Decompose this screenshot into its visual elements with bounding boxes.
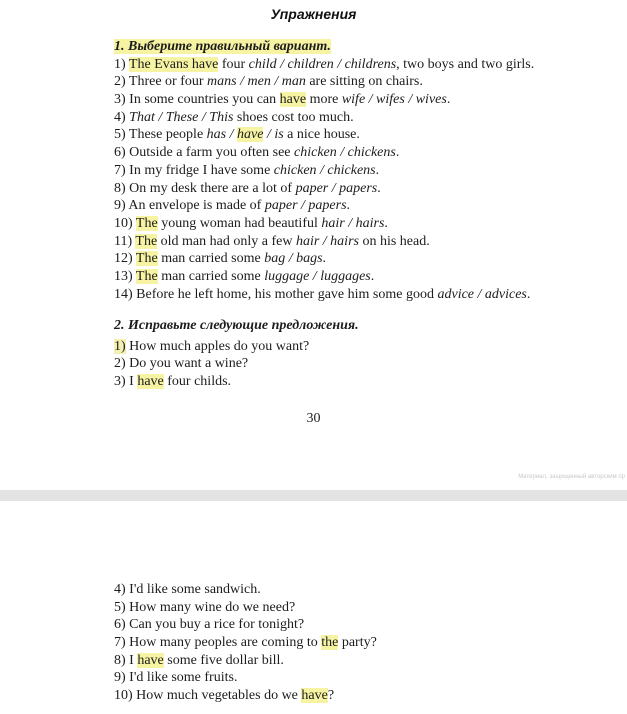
- highlighted-text: The: [135, 251, 158, 267]
- item-text: 10): [114, 215, 136, 231]
- list-item: [114, 268, 597, 286]
- item-text: 3) I: [114, 374, 138, 390]
- list-item: [114, 250, 597, 268]
- item-text: 10) How much vegetables do we: [114, 688, 302, 704]
- item-text: more: [306, 92, 342, 108]
- list-item: [114, 73, 597, 91]
- item-text: on his head.: [358, 233, 430, 249]
- item-text: 14) Before he left home, his mother gave him some good: [114, 286, 438, 302]
- item-text: 7) In my fridge I have some: [114, 162, 274, 178]
- item-text: .: [446, 92, 451, 108]
- item-text: 2) Do you want a wine?: [114, 356, 249, 372]
- item-text: 6) Can you buy a rice for tonight?: [114, 617, 305, 633]
- exercise-1-title: 1. Выберите правильный вариант.: [114, 39, 331, 54]
- answer-options: advice / advices: [437, 286, 527, 302]
- highlighted-text: The: [135, 215, 158, 231]
- list-item: [114, 373, 597, 391]
- item-text: some five dollar bill.: [163, 652, 284, 668]
- list-item: [114, 355, 597, 373]
- list-item: [114, 338, 597, 356]
- answer-options: paper / papers: [264, 198, 347, 214]
- answer-options: has /: [206, 127, 237, 143]
- item-text: 8) On my desk there are a lot of: [114, 180, 296, 196]
- list-item: [114, 56, 597, 74]
- answer-options: paper / papers: [295, 180, 378, 196]
- item-text: a nice house.: [283, 127, 360, 143]
- answer-options: wife / wifes / wives: [341, 92, 447, 108]
- answer-options: bag / bags: [264, 251, 323, 267]
- highlighted-text: have: [301, 688, 328, 704]
- exercise-2-title: 2. Исправьте следующие предложения.: [114, 318, 359, 333]
- list-item: [114, 286, 597, 304]
- answer-options: mans / men / man: [207, 74, 306, 90]
- list-item: [114, 91, 597, 109]
- item-text: 7) How many peoples are coming to: [114, 635, 322, 651]
- item-text: .: [395, 145, 400, 161]
- list-item: [114, 144, 597, 162]
- page-number: 30: [306, 411, 321, 426]
- list-item: [114, 126, 597, 144]
- item-text: 2) Three or four: [114, 74, 208, 90]
- item-text: 6) Outside a farm you often see: [114, 145, 294, 161]
- list-item: [114, 162, 597, 180]
- copyright-watermark: Материал, защищенный авторским пр: [518, 474, 625, 480]
- highlighted-text: have: [137, 652, 164, 668]
- item-text: 5) These people: [114, 127, 207, 143]
- list-item: [114, 215, 597, 233]
- item-text: four childs.: [163, 374, 232, 390]
- item-text: , two boys and two girls.: [396, 56, 535, 72]
- highlighted-text: have: [137, 374, 164, 390]
- list-item: [114, 197, 597, 215]
- list-item: [114, 599, 597, 617]
- item-text: 5) How many wine do we need?: [114, 599, 296, 615]
- item-text: 12): [114, 251, 136, 267]
- item-text: old man had only a few: [157, 233, 296, 249]
- highlighted-text: have: [279, 92, 307, 108]
- item-text: .: [384, 215, 388, 231]
- item-text: are sitting on chairs.: [305, 74, 423, 90]
- list-item: [114, 634, 597, 652]
- exercise-2-continued: [114, 581, 597, 705]
- item-text: How much apples do you want?: [125, 338, 310, 354]
- item-text: man carried some: [157, 268, 265, 284]
- item-text: 1): [114, 56, 129, 72]
- item-text: 3) In some countries you can: [114, 92, 280, 108]
- item-text: man carried some: [157, 251, 265, 267]
- item-text: 8) I: [114, 652, 138, 668]
- list-item: [114, 669, 597, 687]
- list-item: [114, 652, 597, 670]
- exercise-1-heading: [114, 38, 597, 56]
- highlighted-text: 1): [114, 338, 126, 354]
- item-text: .: [322, 251, 327, 267]
- item-text: young woman had beautiful: [157, 215, 322, 231]
- item-text: 9) An envelope is made of: [114, 198, 265, 214]
- item-text: .: [346, 198, 351, 214]
- answer-options: child / children / childrens: [248, 56, 397, 72]
- answer-options: hair / hairs: [321, 215, 385, 231]
- highlighted-text: have: [237, 127, 264, 143]
- highlighted-text: The Evans have: [128, 56, 219, 72]
- answer-options: hair / hairs: [295, 233, 359, 249]
- answer-options: luggage / luggages: [264, 268, 371, 284]
- list-item: [114, 687, 597, 705]
- highlighted-text: The: [135, 233, 158, 249]
- exercise-2: [114, 317, 597, 391]
- item-text: 4): [114, 109, 130, 125]
- item-text: 4) I'd like some sandwich.: [114, 582, 261, 597]
- item-text: .: [375, 162, 380, 178]
- highlighted-text: the: [321, 635, 339, 651]
- list-item: [114, 109, 597, 127]
- highlighted-text: The: [135, 268, 158, 284]
- page-divider: [0, 490, 627, 501]
- item-text: .: [377, 180, 381, 196]
- list-item: [114, 180, 597, 198]
- page-title: Упражнения: [270, 6, 357, 22]
- item-text: shoes cost too much.: [233, 109, 354, 125]
- answer-options: chicken / chickens: [273, 162, 376, 178]
- item-text: 11): [114, 233, 136, 249]
- list-item: [114, 581, 597, 599]
- answer-options: / is: [263, 127, 284, 143]
- answer-options: That / These / This: [129, 109, 234, 125]
- list-item: [114, 233, 597, 251]
- item-text: ?: [327, 688, 335, 704]
- item-text: .: [370, 268, 375, 284]
- item-text: .: [526, 286, 531, 302]
- exercise-1: [114, 38, 597, 303]
- item-text: four: [218, 56, 249, 72]
- item-text: 13): [114, 268, 136, 284]
- item-text: party?: [338, 635, 377, 651]
- item-text: 9) I'd like some fruits.: [114, 670, 238, 686]
- list-item: [114, 616, 597, 634]
- answer-options: chicken / chickens: [294, 145, 396, 161]
